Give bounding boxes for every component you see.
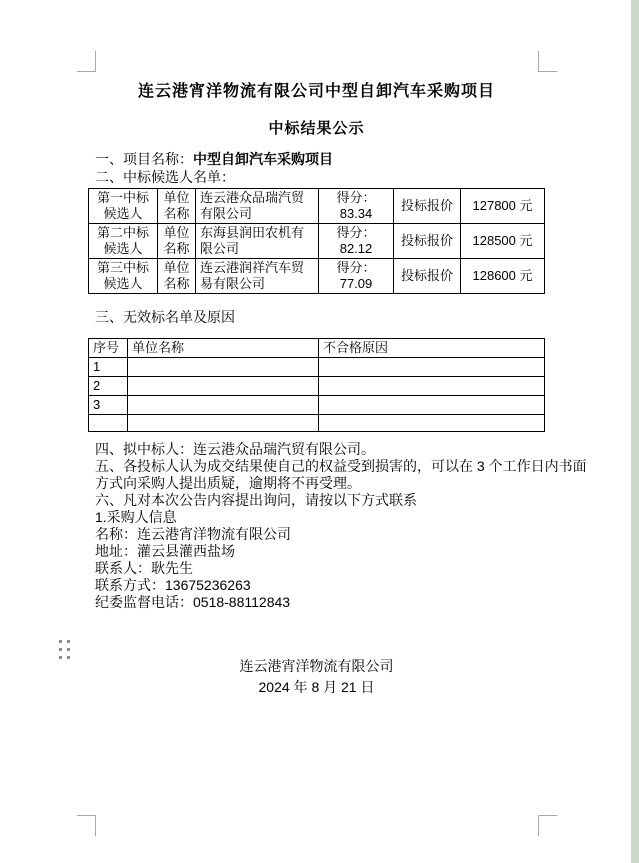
paragraph-line: 名称：连云港宵洋物流有限公司 xyxy=(95,526,291,542)
document-title: 连云港宵洋物流有限公司中型自卸汽车采购项目 xyxy=(137,83,495,100)
signature-date: 2024 年 8 月 21 日 xyxy=(258,679,375,695)
score-cell: 得分：83.34 xyxy=(319,189,394,224)
paragraph-line: 六、凡对本次公告内容提出询问，请按以下方式联系 xyxy=(95,492,417,508)
bid-label-cell: 投标报价 xyxy=(394,224,461,259)
table-header-row xyxy=(89,339,545,358)
margin-crop-mark-bottom-right xyxy=(538,815,557,836)
bid-label-cell: 投标报价 xyxy=(394,259,461,294)
object-drag-handle-icon[interactable] xyxy=(59,640,70,659)
no-cell: 1 xyxy=(89,358,128,377)
section-1-project-name xyxy=(95,151,333,168)
no-cell xyxy=(89,415,128,432)
section-1-value: 中型自卸汽车采购项目 xyxy=(193,151,333,167)
reason-cell xyxy=(319,377,545,396)
company-cell: 连云港众品瑞汽贸有限公司 xyxy=(196,189,319,224)
handle-dot xyxy=(67,648,70,651)
price-cell: 127800 元 xyxy=(461,189,545,224)
table-row xyxy=(89,189,545,224)
paragraph-line: 联系人：耿先生 xyxy=(95,560,193,576)
unit-label-cell: 单位名称 xyxy=(158,259,196,294)
handle-dot xyxy=(59,648,62,651)
signature-company: 连云港宵洋物流有限公司 xyxy=(239,658,394,674)
reason-cell xyxy=(319,396,545,415)
paragraph-line: 1.采购人信息 xyxy=(95,509,177,525)
signature-block xyxy=(95,656,538,698)
handle-dot xyxy=(67,656,70,659)
score-cell: 得分：82.12 xyxy=(319,224,394,259)
reason-cell xyxy=(319,358,545,377)
unit-cell xyxy=(128,396,319,415)
table-row xyxy=(89,377,545,396)
margin-crop-mark-bottom-left xyxy=(77,815,96,836)
price-cell: 128600 元 xyxy=(461,259,545,294)
body-paragraphs xyxy=(95,441,587,611)
margin-crop-mark-top-right xyxy=(538,51,557,72)
table-row xyxy=(89,396,545,415)
unit-label-cell: 单位名称 xyxy=(158,189,196,224)
unit-label-cell: 单位名称 xyxy=(158,224,196,259)
unit-cell xyxy=(128,358,319,377)
paragraph-line: 方式向采购人提出质疑，逾期将不再受理。 xyxy=(95,475,361,491)
rank-cell: 第三中标候选人 xyxy=(89,259,158,294)
table-row xyxy=(89,415,545,432)
company-cell: 连云港润祥汽车贸易有限公司 xyxy=(196,259,319,294)
handle-dot xyxy=(59,656,62,659)
score-cell: 得分：77.09 xyxy=(319,259,394,294)
handle-dot xyxy=(67,640,70,643)
reason-cell xyxy=(319,415,545,432)
unit-cell xyxy=(128,377,319,396)
paragraph-line: 联系方式：13675236263 xyxy=(95,577,251,593)
margin-crop-mark-top-left xyxy=(77,51,96,72)
section-2-heading: 二、中标候选人名单： xyxy=(95,169,235,185)
invalid-bids-table xyxy=(88,338,545,432)
section-3-heading: 三、无效标名单及原因 xyxy=(95,309,235,325)
header-no: 序号 xyxy=(89,339,128,358)
rank-cell: 第二中标候选人 xyxy=(89,224,158,259)
header-unit: 单位名称 xyxy=(128,339,319,358)
bid-label-cell: 投标报价 xyxy=(394,189,461,224)
window-edge-strip xyxy=(631,0,639,863)
candidates-table xyxy=(88,188,545,294)
price-cell: 128500 元 xyxy=(461,224,545,259)
rank-cell: 第一中标候选人 xyxy=(89,189,158,224)
header-reason: 不合格原因 xyxy=(319,339,545,358)
paragraph-line: 纪委监督电话：0518-88112843 xyxy=(95,594,291,610)
paragraph-line: 四、拟中标人：连云港众品瑞汽贸有限公司。 xyxy=(95,441,375,457)
unit-cell xyxy=(128,415,319,432)
paragraph-line: 五、各投标人认为成交结果使自己的权益受到损害的，可以在 3 个工作日内书面 xyxy=(95,458,587,474)
section-1-label: 一、项目名称： xyxy=(95,151,193,167)
handle-dot xyxy=(59,640,62,643)
table-row xyxy=(89,259,545,294)
company-cell: 东海县润田农机有限公司 xyxy=(196,224,319,259)
no-cell: 3 xyxy=(89,396,128,415)
no-cell: 2 xyxy=(89,377,128,396)
paragraph-line: 地址：灌云县灌西盐场 xyxy=(95,543,235,559)
table-row xyxy=(89,224,545,259)
table-row xyxy=(89,358,545,377)
document-subtitle: 中标结果公示 xyxy=(268,120,365,137)
